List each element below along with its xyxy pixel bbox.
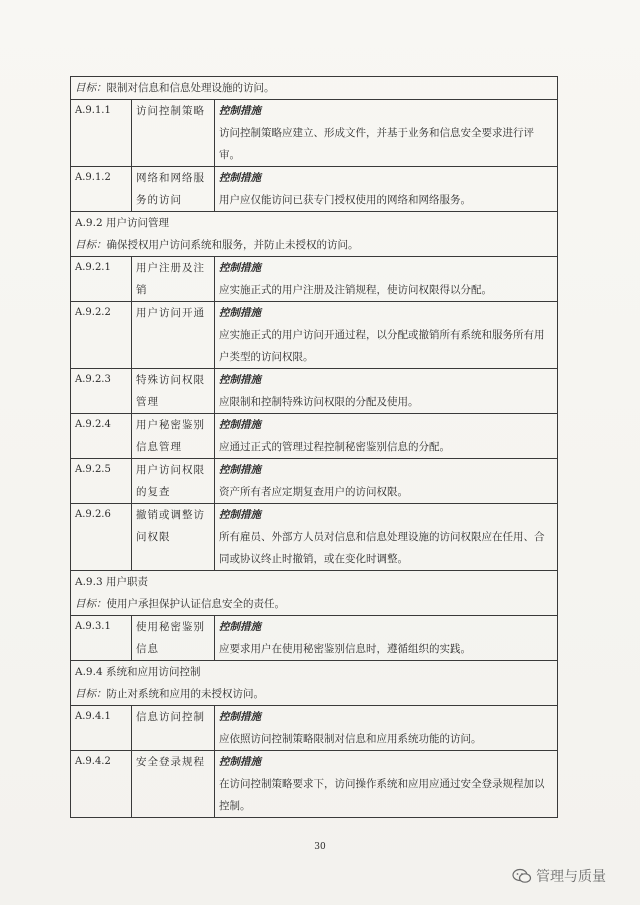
control-text: 访问控制策略应建立、形成文件，并基于业务和信息安全要求进行评审。 <box>219 127 534 161</box>
objective-label: 目标： <box>75 82 107 94</box>
control-text: 应要求用户在使用秘密鉴别信息时，遵循组织的实践。 <box>219 643 471 655</box>
control-id: A.9.1.1 <box>71 100 132 167</box>
watermark <box>512 866 606 886</box>
objective-label: 目标： <box>75 688 107 700</box>
control-label: 控制措施 <box>219 464 261 476</box>
control-id: A.9.2.3 <box>71 369 132 414</box>
control-id: A.9.4.1 <box>71 706 132 751</box>
control-name: 用户注册及注销 <box>132 257 215 302</box>
control-label: 控制措施 <box>219 374 261 386</box>
control-text: 在访问控制策略要求下，访问操作系统和应用应通过安全登录规程加以控制。 <box>219 778 545 812</box>
section-cell <box>71 661 558 706</box>
control-desc <box>215 706 558 751</box>
control-text: 用户应仅能访问已获专门授权使用的网络和网络服务。 <box>219 194 471 206</box>
control-row <box>71 459 558 504</box>
control-text: 资产所有者应定期复查用户的访问权限。 <box>219 486 408 498</box>
control-text: 应实施正式的用户注册及注销规程，使访问权限得以分配。 <box>219 284 492 296</box>
control-text: 应实施正式的用户访问开通过程，以分配或撤销所有系统和服务所有用户类型的访问权限。 <box>219 329 545 363</box>
control-row <box>71 751 558 818</box>
control-name: 访问控制策略 <box>132 100 215 167</box>
control-id: A.9.4.2 <box>71 751 132 818</box>
control-name: 撤销或调整访问权限 <box>132 504 215 571</box>
section-title: A.9.2 用户访问管理 <box>75 217 169 229</box>
page-number: 30 <box>314 842 326 852</box>
objective-text: 确保授权用户访问系统和服务，并防止未授权的访问。 <box>106 239 359 251</box>
control-row <box>71 167 558 212</box>
control-desc <box>215 616 558 661</box>
control-id: A.9.2.5 <box>71 459 132 504</box>
objective-text: 防止对系统和应用的未授权访问。 <box>106 688 264 700</box>
control-name: 安全登录规程 <box>132 751 215 818</box>
section-cell <box>71 571 558 616</box>
control-label: 控制措施 <box>219 509 261 521</box>
control-text: 应依照访问控制策略限制对信息和应用系统功能的访问。 <box>219 733 482 745</box>
control-name: 使用秘密鉴别信息 <box>132 616 215 661</box>
controls-table <box>70 76 558 818</box>
section-row <box>71 571 558 616</box>
control-row <box>71 369 558 414</box>
watermark-text: 管理与质量 <box>536 869 606 885</box>
control-label: 控制措施 <box>219 621 261 633</box>
section-row <box>71 212 558 257</box>
control-desc <box>215 257 558 302</box>
control-label: 控制措施 <box>219 172 261 184</box>
control-row <box>71 706 558 751</box>
objective-row <box>71 77 558 100</box>
control-label: 控制措施 <box>219 756 261 768</box>
control-label: 控制措施 <box>219 105 261 117</box>
control-desc <box>215 414 558 459</box>
control-id: A.9.2.2 <box>71 302 132 369</box>
control-label: 控制措施 <box>219 419 261 431</box>
control-text: 所有雇员、外部方人员对信息和信息处理设施的访问权限应在任用、合同或协议终止时撤销，或在变化时调整。 <box>219 531 545 565</box>
control-row <box>71 257 558 302</box>
section-objective <box>75 683 553 705</box>
control-name: 网络和网络服务的访问 <box>132 167 215 212</box>
control-row <box>71 100 558 167</box>
section-title: A.9.4 系统和应用访问控制 <box>75 666 201 678</box>
control-desc <box>215 302 558 369</box>
control-id: A.9.3.1 <box>71 616 132 661</box>
control-row <box>71 302 558 369</box>
section-objective <box>75 593 553 615</box>
control-label: 控制措施 <box>219 307 261 319</box>
section-objective <box>75 234 553 256</box>
control-desc <box>215 369 558 414</box>
objective-label: 目标： <box>75 598 107 610</box>
control-row <box>71 616 558 661</box>
control-label: 控制措施 <box>219 262 261 274</box>
control-name: 用户秘密鉴别信息管理 <box>132 414 215 459</box>
objective-label: 目标： <box>75 239 107 251</box>
control-row <box>71 504 558 571</box>
objective-cell <box>71 77 558 100</box>
control-desc <box>215 100 558 167</box>
control-id: A.9.1.2 <box>71 167 132 212</box>
section-cell <box>71 212 558 257</box>
control-id: A.9.2.6 <box>71 504 132 571</box>
wechat-icon <box>512 868 532 884</box>
section-row <box>71 661 558 706</box>
control-label: 控制措施 <box>219 711 261 723</box>
control-desc <box>215 167 558 212</box>
control-name: 特殊访问权限管理 <box>132 369 215 414</box>
control-id: A.9.2.4 <box>71 414 132 459</box>
control-text: 应通过正式的管理过程控制秘密鉴别信息的分配。 <box>219 441 450 453</box>
objective-text: 使用户承担保护认证信息安全的责任。 <box>106 598 285 610</box>
control-name: 用户访问开通 <box>132 302 215 369</box>
control-row <box>71 414 558 459</box>
control-name: 用户访问权限的复查 <box>132 459 215 504</box>
section-title: A.9.3 用户职责 <box>75 576 148 588</box>
control-desc <box>215 751 558 818</box>
control-text: 应限制和控制特殊访问权限的分配及使用。 <box>219 396 419 408</box>
control-name: 信息访问控制 <box>132 706 215 751</box>
control-id: A.9.2.1 <box>71 257 132 302</box>
control-desc <box>215 504 558 571</box>
control-desc <box>215 459 558 504</box>
objective-text: 限制对信息和信息处理设施的访问。 <box>106 82 275 94</box>
